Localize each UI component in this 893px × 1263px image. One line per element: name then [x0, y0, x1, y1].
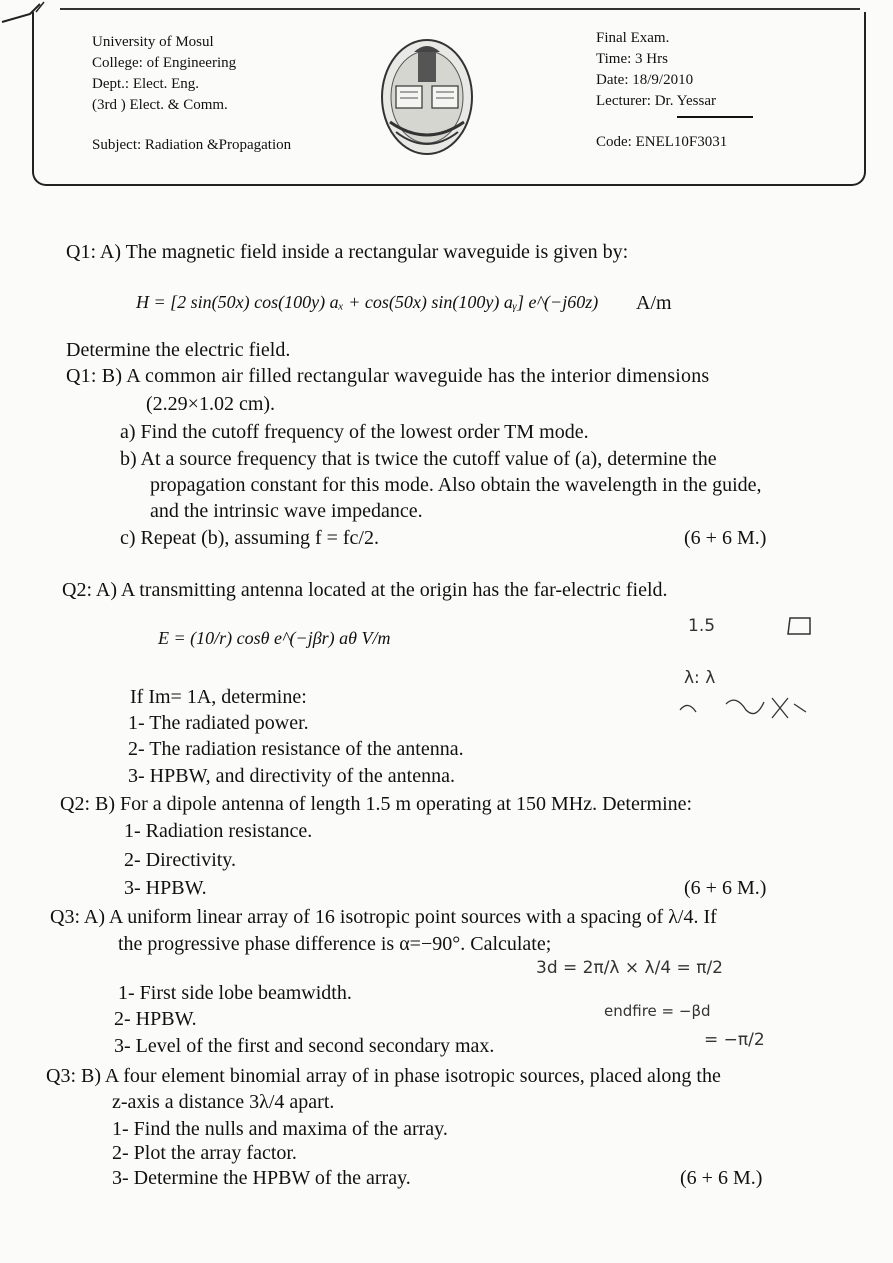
handwritten-note-1: 1.5: [688, 616, 716, 636]
q1b-part-b-line2: propagation constant for this mode. Also obtain the wavelength in the guide,: [150, 474, 762, 496]
q1a-unit: A/m: [636, 292, 672, 314]
top-rule: [60, 8, 860, 10]
q3a-item-2: 2- HPBW.: [114, 1008, 197, 1030]
q3a-item-1: 1- First side lobe beamwidth.: [118, 982, 352, 1004]
q2a-condition: If Im= 1A, determine:: [130, 686, 307, 708]
header-right-block: [596, 28, 716, 112]
course-code: Code: ENEL10F3031: [596, 134, 728, 150]
q3b-text-line2: z-axis a distance 3λ/4 apart.: [112, 1091, 335, 1113]
handwritten-note-5: = −π/2: [704, 1030, 765, 1050]
handwritten-note-4: endfire = −βd: [604, 1002, 711, 1020]
handwritten-square: [786, 614, 814, 638]
q2-marks: (6 + 6 M.): [684, 877, 767, 899]
q3b-text-line1: Q3: B) A four element binomial array of in phase isotropic sources, placed along the: [46, 1065, 721, 1087]
handwritten-note-2: λ: λ: [684, 668, 716, 688]
subject-line: Subject: Radiation &Propagation: [92, 137, 292, 153]
q1a-task: Determine the electric field.: [66, 339, 291, 361]
q1-marks: (6 + 6 M.): [684, 527, 767, 549]
q1b-part-c: c) Repeat (b), assuming f = fc/2.: [120, 527, 379, 549]
q2a-item-2: 2- The radiation resistance of the antenna.: [128, 738, 464, 760]
handwritten-scribble: [676, 690, 816, 726]
q3a-item-3: 3- Level of the first and second secondary max.: [114, 1035, 495, 1057]
q1b-text-line1: Q1: B) A common air filled rectangular waveguide has the interior dimensions: [66, 365, 710, 387]
q2b-item-1: 1- Radiation resistance.: [124, 820, 313, 842]
exam-type: Final Exam.: [596, 30, 670, 46]
lecturer-underline: [677, 116, 753, 118]
college-name: College: of Engineering: [92, 55, 237, 71]
q3a-text-line1: Q3: A) A uniform linear array of 16 isotropic point sources with a spacing of λ/4. If: [50, 906, 717, 928]
q1a-text: Q1: A) The magnetic field inside a rectangular waveguide is given by:: [66, 241, 629, 263]
q2a-text: Q2: A) A transmitting antenna located at the origin has the far-electric field.: [62, 579, 668, 601]
q2a-item-3: 3- HPBW, and directivity of the antenna.: [128, 765, 455, 787]
q2b-item-2: 2- Directivity.: [124, 849, 237, 871]
university-logo: [380, 38, 474, 156]
lecturer-name: Lecturer: Dr. Yessar: [596, 93, 716, 109]
q1a-equation: H = [2 sin(50x) cos(100y) aₓ + cos(50x) sin(100y) aᵧ] e^(−j60z): [136, 292, 599, 312]
exam-time: Time: 3 Hrs: [596, 51, 668, 67]
class-level: (3rd ) Elect. & Comm.: [92, 97, 228, 113]
q3b-item-2: 2- Plot the array factor.: [112, 1142, 297, 1164]
q2a-equation: E = (10/r) cosθ e^(−jβr) aθ V/m: [158, 628, 391, 648]
q2b-item-3: 3- HPBW.: [124, 877, 207, 899]
q1b-part-b-line1: b) At a source frequency that is twice the cutoff value of (a), determine the: [120, 448, 717, 470]
exam-date: Date: 18/9/2010: [596, 72, 694, 88]
header-left-block: [92, 32, 236, 116]
q3a-text-line2: the progressive phase difference is α=−90°. Calculate;: [118, 933, 552, 955]
q3b-item-1: 1- Find the nulls and maxima of the array.: [112, 1118, 448, 1140]
university-name: University of Mosul: [92, 34, 214, 50]
q2b-text: Q2: B) For a dipole antenna of length 1.5 m operating at 150 MHz. Determine:: [60, 793, 693, 815]
q3-marks: (6 + 6 M.): [680, 1167, 763, 1189]
handwritten-note-3: 3d = 2π/λ × λ/4 = π/2: [536, 958, 723, 978]
q1b-part-a: a) Find the cutoff frequency of the lowest order TM mode.: [120, 421, 589, 443]
department: Dept.: Elect. Eng.: [92, 76, 200, 92]
q1b-text-line2: (2.29×1.02 cm).: [146, 393, 276, 415]
q1b-part-b-line3: and the intrinsic wave impedance.: [150, 500, 423, 522]
q3b-item-3: 3- Determine the HPBW of the array.: [112, 1167, 411, 1189]
q2a-item-1: 1- The radiated power.: [128, 712, 309, 734]
